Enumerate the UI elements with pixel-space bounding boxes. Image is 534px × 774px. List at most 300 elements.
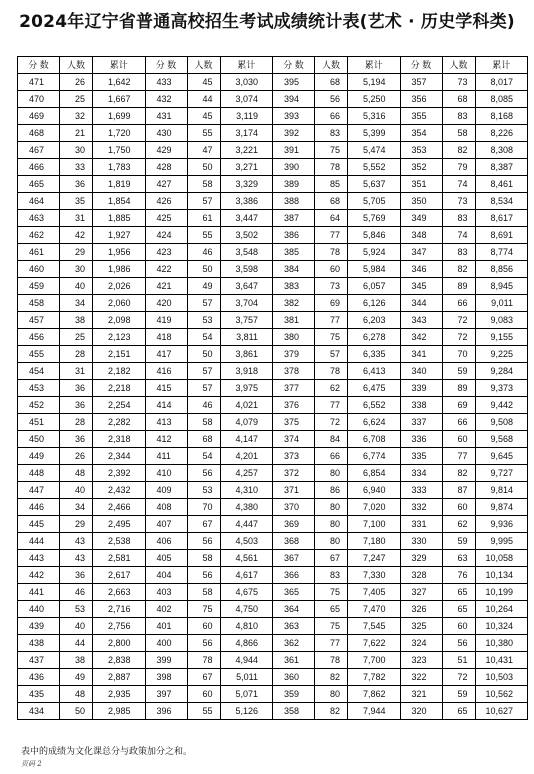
score-cell: 400 xyxy=(146,635,188,652)
score-cell: 403 xyxy=(146,584,188,601)
table-row xyxy=(18,278,528,295)
cumulative-cell: 9,373 xyxy=(476,380,529,397)
cumulative-cell: 7,944 xyxy=(348,703,401,720)
table-row xyxy=(18,533,528,550)
cumulative-cell: 5,316 xyxy=(348,108,401,125)
count-cell: 80 xyxy=(315,686,348,703)
cumulative-cell: 2,838 xyxy=(93,652,146,669)
count-cell: 49 xyxy=(60,669,93,686)
header-score: 分 数 xyxy=(401,57,443,74)
cumulative-cell: 2,392 xyxy=(93,465,146,482)
cumulative-cell: 6,940 xyxy=(348,482,401,499)
count-cell: 43 xyxy=(60,550,93,567)
count-cell: 83 xyxy=(315,567,348,584)
score-cell: 420 xyxy=(146,295,188,312)
score-cell: 395 xyxy=(273,74,315,91)
score-cell: 374 xyxy=(273,431,315,448)
score-cell: 422 xyxy=(146,261,188,278)
score-cell: 441 xyxy=(18,584,60,601)
cumulative-cell: 7,470 xyxy=(348,601,401,618)
count-cell: 55 xyxy=(188,703,221,720)
score-cell: 413 xyxy=(146,414,188,431)
cumulative-cell: 7,545 xyxy=(348,618,401,635)
table-row xyxy=(18,312,528,329)
score-cell: 324 xyxy=(401,635,443,652)
count-cell: 50 xyxy=(188,159,221,176)
cumulative-cell: 3,975 xyxy=(221,380,274,397)
cumulative-cell: 1,956 xyxy=(93,244,146,261)
cumulative-cell: 7,100 xyxy=(348,516,401,533)
score-cell: 427 xyxy=(146,176,188,193)
cumulative-cell: 4,944 xyxy=(221,652,274,669)
cumulative-cell: 6,057 xyxy=(348,278,401,295)
count-cell: 32 xyxy=(60,108,93,125)
cumulative-cell: 3,030 xyxy=(221,74,274,91)
score-cell: 333 xyxy=(401,482,443,499)
score-cell: 327 xyxy=(401,584,443,601)
cumulative-cell: 1,667 xyxy=(93,91,146,108)
cumulative-cell: 2,026 xyxy=(93,278,146,295)
cumulative-cell: 4,380 xyxy=(221,499,274,516)
cumulative-cell: 2,218 xyxy=(93,380,146,397)
score-cell: 363 xyxy=(273,618,315,635)
score-cell: 451 xyxy=(18,414,60,431)
table-row xyxy=(18,669,528,686)
score-cell: 471 xyxy=(18,74,60,91)
score-cell: 452 xyxy=(18,397,60,414)
score-cell: 446 xyxy=(18,499,60,516)
score-cell: 426 xyxy=(146,193,188,210)
score-cell: 430 xyxy=(146,125,188,142)
score-cell: 364 xyxy=(273,601,315,618)
cumulative-cell: 5,071 xyxy=(221,686,274,703)
table-row xyxy=(18,176,528,193)
count-cell: 50 xyxy=(188,261,221,278)
cumulative-cell: 9,284 xyxy=(476,363,529,380)
count-cell: 36 xyxy=(60,431,93,448)
count-cell: 80 xyxy=(315,465,348,482)
cumulative-cell: 1,642 xyxy=(93,74,146,91)
score-statistics-table xyxy=(17,56,528,720)
cumulative-cell: 10,324 xyxy=(476,618,529,635)
score-cell: 394 xyxy=(273,91,315,108)
score-cell: 423 xyxy=(146,244,188,261)
score-cell: 442 xyxy=(18,567,60,584)
count-cell: 82 xyxy=(443,465,476,482)
count-cell: 65 xyxy=(443,703,476,720)
table-row xyxy=(18,363,528,380)
count-cell: 83 xyxy=(443,210,476,227)
table-row xyxy=(18,108,528,125)
score-cell: 323 xyxy=(401,652,443,669)
count-cell: 56 xyxy=(188,635,221,652)
count-cell: 36 xyxy=(60,397,93,414)
score-cell: 410 xyxy=(146,465,188,482)
cumulative-cell: 2,098 xyxy=(93,312,146,329)
cumulative-cell: 3,386 xyxy=(221,193,274,210)
score-cell: 416 xyxy=(146,363,188,380)
count-cell: 29 xyxy=(60,244,93,261)
cumulative-cell: 6,624 xyxy=(348,414,401,431)
table-row xyxy=(18,346,528,363)
count-cell: 67 xyxy=(315,550,348,567)
score-cell: 405 xyxy=(146,550,188,567)
count-cell: 50 xyxy=(60,703,93,720)
score-cell: 434 xyxy=(18,703,60,720)
score-cell: 449 xyxy=(18,448,60,465)
cumulative-cell: 1,986 xyxy=(93,261,146,278)
cumulative-cell: 2,318 xyxy=(93,431,146,448)
cumulative-cell: 4,310 xyxy=(221,482,274,499)
table-row xyxy=(18,91,528,108)
cumulative-cell: 6,335 xyxy=(348,346,401,363)
score-cell: 468 xyxy=(18,125,60,142)
score-cell: 373 xyxy=(273,448,315,465)
cumulative-cell: 9,083 xyxy=(476,312,529,329)
cumulative-cell: 3,074 xyxy=(221,91,274,108)
score-cell: 460 xyxy=(18,261,60,278)
cumulative-cell: 5,250 xyxy=(348,91,401,108)
score-cell: 328 xyxy=(401,567,443,584)
score-cell: 412 xyxy=(146,431,188,448)
cumulative-cell: 1,699 xyxy=(93,108,146,125)
count-cell: 82 xyxy=(315,703,348,720)
score-cell: 462 xyxy=(18,227,60,244)
count-cell: 44 xyxy=(60,635,93,652)
score-cell: 419 xyxy=(146,312,188,329)
cumulative-cell: 2,756 xyxy=(93,618,146,635)
score-cell: 385 xyxy=(273,244,315,261)
table-row xyxy=(18,516,528,533)
count-cell: 46 xyxy=(188,244,221,261)
count-cell: 40 xyxy=(60,482,93,499)
count-cell: 35 xyxy=(60,193,93,210)
count-cell: 30 xyxy=(60,142,93,159)
score-cell: 407 xyxy=(146,516,188,533)
score-cell: 322 xyxy=(401,669,443,686)
cumulative-cell: 8,945 xyxy=(476,278,529,295)
count-cell: 63 xyxy=(443,550,476,567)
cumulative-cell: 10,058 xyxy=(476,550,529,567)
score-cell: 443 xyxy=(18,550,60,567)
count-cell: 82 xyxy=(443,261,476,278)
count-cell: 77 xyxy=(315,312,348,329)
cumulative-cell: 4,147 xyxy=(221,431,274,448)
score-cell: 392 xyxy=(273,125,315,142)
cumulative-cell: 5,011 xyxy=(221,669,274,686)
count-cell: 53 xyxy=(188,482,221,499)
table-row xyxy=(18,159,528,176)
table-row xyxy=(18,618,528,635)
score-cell: 354 xyxy=(401,125,443,142)
cumulative-cell: 10,264 xyxy=(476,601,529,618)
score-cell: 432 xyxy=(146,91,188,108)
cumulative-cell: 8,085 xyxy=(476,91,529,108)
count-cell: 45 xyxy=(188,108,221,125)
score-cell: 372 xyxy=(273,465,315,482)
count-cell: 70 xyxy=(443,346,476,363)
cumulative-cell: 9,442 xyxy=(476,397,529,414)
cumulative-cell: 2,581 xyxy=(93,550,146,567)
score-cell: 461 xyxy=(18,244,60,261)
score-cell: 398 xyxy=(146,669,188,686)
cumulative-cell: 10,431 xyxy=(476,652,529,669)
cumulative-cell: 2,344 xyxy=(93,448,146,465)
score-cell: 399 xyxy=(146,652,188,669)
score-cell: 381 xyxy=(273,312,315,329)
table-row xyxy=(18,380,528,397)
cumulative-cell: 4,750 xyxy=(221,601,274,618)
count-cell: 33 xyxy=(60,159,93,176)
score-cell: 425 xyxy=(146,210,188,227)
score-cell: 388 xyxy=(273,193,315,210)
count-cell: 36 xyxy=(60,567,93,584)
count-cell: 66 xyxy=(315,448,348,465)
cumulative-cell: 9,727 xyxy=(476,465,529,482)
count-cell: 42 xyxy=(60,227,93,244)
count-cell: 43 xyxy=(60,533,93,550)
score-cell: 459 xyxy=(18,278,60,295)
count-cell: 50 xyxy=(188,346,221,363)
score-cell: 457 xyxy=(18,312,60,329)
count-cell: 68 xyxy=(315,193,348,210)
score-cell: 370 xyxy=(273,499,315,516)
header-cumulative: 累计 xyxy=(476,57,529,74)
score-cell: 448 xyxy=(18,465,60,482)
score-cell: 332 xyxy=(401,499,443,516)
score-cell: 397 xyxy=(146,686,188,703)
score-cell: 362 xyxy=(273,635,315,652)
score-cell: 396 xyxy=(146,703,188,720)
cumulative-cell: 2,985 xyxy=(93,703,146,720)
cumulative-cell: 9,155 xyxy=(476,329,529,346)
count-cell: 77 xyxy=(443,448,476,465)
count-cell: 40 xyxy=(60,278,93,295)
count-cell: 54 xyxy=(188,448,221,465)
cumulative-cell: 9,645 xyxy=(476,448,529,465)
score-cell: 386 xyxy=(273,227,315,244)
table-row xyxy=(18,431,528,448)
count-cell: 26 xyxy=(60,74,93,91)
score-cell: 345 xyxy=(401,278,443,295)
count-cell: 57 xyxy=(188,380,221,397)
cumulative-cell: 3,861 xyxy=(221,346,274,363)
count-cell: 28 xyxy=(60,346,93,363)
cumulative-cell: 3,119 xyxy=(221,108,274,125)
count-cell: 57 xyxy=(188,193,221,210)
count-cell: 72 xyxy=(443,329,476,346)
cumulative-cell: 3,447 xyxy=(221,210,274,227)
cumulative-cell: 1,885 xyxy=(93,210,146,227)
count-cell: 48 xyxy=(60,465,93,482)
table-row xyxy=(18,499,528,516)
count-cell: 56 xyxy=(188,533,221,550)
cumulative-cell: 5,194 xyxy=(348,74,401,91)
table-row xyxy=(18,210,528,227)
score-cell: 371 xyxy=(273,482,315,499)
cumulative-cell: 10,503 xyxy=(476,669,529,686)
cumulative-cell: 9,995 xyxy=(476,533,529,550)
cumulative-cell: 4,021 xyxy=(221,397,274,414)
score-cell: 349 xyxy=(401,210,443,227)
count-cell: 38 xyxy=(60,312,93,329)
cumulative-cell: 2,935 xyxy=(93,686,146,703)
cumulative-cell: 6,475 xyxy=(348,380,401,397)
count-cell: 53 xyxy=(60,601,93,618)
score-cell: 330 xyxy=(401,533,443,550)
cumulative-cell: 7,622 xyxy=(348,635,401,652)
count-cell: 26 xyxy=(60,448,93,465)
cumulative-cell: 3,598 xyxy=(221,261,274,278)
score-cell: 321 xyxy=(401,686,443,703)
table-row xyxy=(18,227,528,244)
count-cell: 68 xyxy=(188,431,221,448)
cumulative-cell: 5,769 xyxy=(348,210,401,227)
score-cell: 458 xyxy=(18,295,60,312)
count-cell: 56 xyxy=(188,465,221,482)
score-cell: 444 xyxy=(18,533,60,550)
cumulative-cell: 2,538 xyxy=(93,533,146,550)
cumulative-cell: 3,548 xyxy=(221,244,274,261)
cumulative-cell: 8,387 xyxy=(476,159,529,176)
score-cell: 465 xyxy=(18,176,60,193)
table-row xyxy=(18,193,528,210)
count-cell: 75 xyxy=(188,601,221,618)
score-cell: 417 xyxy=(146,346,188,363)
table-row xyxy=(18,465,528,482)
count-cell: 82 xyxy=(443,142,476,159)
score-cell: 326 xyxy=(401,601,443,618)
cumulative-cell: 10,134 xyxy=(476,567,529,584)
count-cell: 21 xyxy=(60,125,93,142)
cumulative-cell: 5,705 xyxy=(348,193,401,210)
count-cell: 74 xyxy=(443,227,476,244)
score-cell: 383 xyxy=(273,278,315,295)
count-cell: 56 xyxy=(188,567,221,584)
cumulative-cell: 8,856 xyxy=(476,261,529,278)
cumulative-cell: 4,503 xyxy=(221,533,274,550)
score-cell: 440 xyxy=(18,601,60,618)
count-cell: 57 xyxy=(188,363,221,380)
score-cell: 438 xyxy=(18,635,60,652)
cumulative-cell: 2,663 xyxy=(93,584,146,601)
cumulative-cell: 8,774 xyxy=(476,244,529,261)
cumulative-cell: 8,691 xyxy=(476,227,529,244)
count-cell: 65 xyxy=(443,601,476,618)
table-row xyxy=(18,125,528,142)
cumulative-cell: 9,508 xyxy=(476,414,529,431)
table-header-row xyxy=(18,57,528,74)
count-cell: 78 xyxy=(315,244,348,261)
count-cell: 73 xyxy=(443,193,476,210)
table-row xyxy=(18,601,528,618)
page-title: 2024年辽宁省普通高校招生考试成绩统计表(艺术 · 历史学科类) xyxy=(19,12,515,32)
count-cell: 80 xyxy=(315,533,348,550)
score-cell: 342 xyxy=(401,329,443,346)
count-cell: 51 xyxy=(443,652,476,669)
count-cell: 67 xyxy=(188,516,221,533)
count-cell: 56 xyxy=(315,91,348,108)
cumulative-cell: 4,561 xyxy=(221,550,274,567)
cumulative-cell: 7,330 xyxy=(348,567,401,584)
count-cell: 38 xyxy=(60,652,93,669)
header-count: 人数 xyxy=(315,57,348,74)
score-cell: 464 xyxy=(18,193,60,210)
score-cell: 325 xyxy=(401,618,443,635)
score-cell: 360 xyxy=(273,669,315,686)
table-row xyxy=(18,261,528,278)
score-cell: 408 xyxy=(146,499,188,516)
cumulative-cell: 7,700 xyxy=(348,652,401,669)
cumulative-cell: 8,534 xyxy=(476,193,529,210)
count-cell: 72 xyxy=(315,414,348,431)
cumulative-cell: 6,774 xyxy=(348,448,401,465)
header-score: 分 数 xyxy=(18,57,60,74)
count-cell: 73 xyxy=(315,278,348,295)
count-cell: 89 xyxy=(443,380,476,397)
count-cell: 31 xyxy=(60,210,93,227)
score-cell: 366 xyxy=(273,567,315,584)
count-cell: 85 xyxy=(315,176,348,193)
count-cell: 44 xyxy=(188,91,221,108)
count-cell: 68 xyxy=(315,74,348,91)
cumulative-cell: 6,854 xyxy=(348,465,401,482)
cumulative-cell: 6,126 xyxy=(348,295,401,312)
count-cell: 60 xyxy=(188,618,221,635)
count-cell: 72 xyxy=(443,669,476,686)
score-cell: 379 xyxy=(273,346,315,363)
cumulative-cell: 1,720 xyxy=(93,125,146,142)
cumulative-cell: 4,079 xyxy=(221,414,274,431)
score-cell: 414 xyxy=(146,397,188,414)
count-cell: 31 xyxy=(60,363,93,380)
cumulative-cell: 6,278 xyxy=(348,329,401,346)
score-cell: 437 xyxy=(18,652,60,669)
cumulative-cell: 1,750 xyxy=(93,142,146,159)
score-cell: 343 xyxy=(401,312,443,329)
cumulative-cell: 7,862 xyxy=(348,686,401,703)
count-cell: 66 xyxy=(443,295,476,312)
count-cell: 79 xyxy=(443,159,476,176)
score-cell: 382 xyxy=(273,295,315,312)
cumulative-cell: 5,924 xyxy=(348,244,401,261)
count-cell: 66 xyxy=(443,414,476,431)
count-cell: 66 xyxy=(315,108,348,125)
cumulative-cell: 4,866 xyxy=(221,635,274,652)
count-cell: 89 xyxy=(443,278,476,295)
footnote: 表中的成绩为文化课总分与政策加分之和。 xyxy=(21,747,193,757)
score-cell: 424 xyxy=(146,227,188,244)
count-cell: 82 xyxy=(315,669,348,686)
cumulative-cell: 9,936 xyxy=(476,516,529,533)
score-cell: 469 xyxy=(18,108,60,125)
count-cell: 25 xyxy=(60,329,93,346)
count-cell: 75 xyxy=(315,142,348,159)
table-row xyxy=(18,142,528,159)
score-cell: 380 xyxy=(273,329,315,346)
header-cumulative: 累计 xyxy=(93,57,146,74)
cumulative-cell: 7,247 xyxy=(348,550,401,567)
count-cell: 48 xyxy=(60,686,93,703)
cumulative-cell: 2,466 xyxy=(93,499,146,516)
count-cell: 77 xyxy=(315,635,348,652)
score-cell: 470 xyxy=(18,91,60,108)
score-cell: 421 xyxy=(146,278,188,295)
count-cell: 58 xyxy=(188,176,221,193)
count-cell: 28 xyxy=(60,414,93,431)
score-cell: 404 xyxy=(146,567,188,584)
page-number: 页码 2 xyxy=(21,760,42,768)
